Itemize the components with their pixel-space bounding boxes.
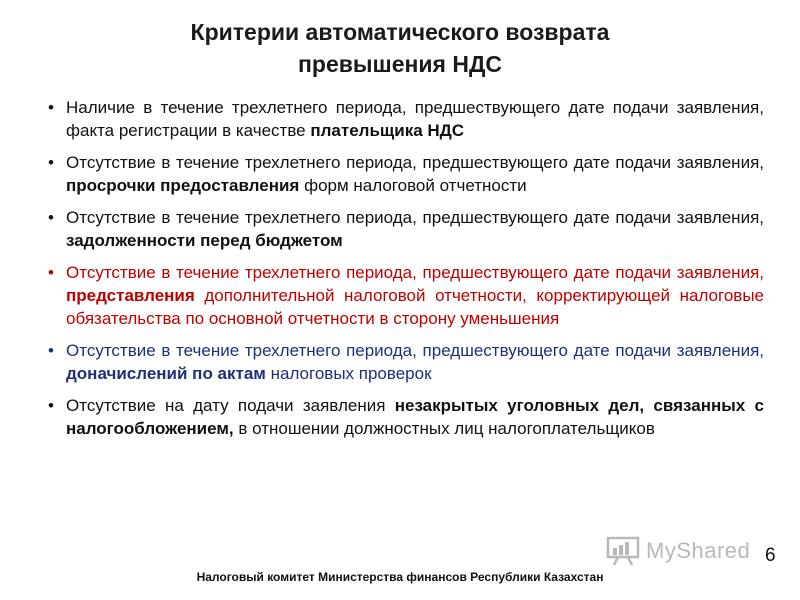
bullet-text: налоговых проверок (265, 364, 432, 383)
bullet-text: Отсутствие в течение трехлетнего периода, предшествующего дате подачи заявления, (66, 208, 764, 227)
criteria-bullet (48, 96, 764, 142)
bullet-text: дополнительной налоговой отчетности, корректирующей налоговые обязательства по основной отчетности в сторону уменьшения (66, 286, 764, 328)
bullet-text: Наличие в течение трехлетнего периода, предшествующего дате подачи заявления, факта регистрации в качестве (66, 98, 764, 140)
bullet-emphasis: задолженности перед бюджетом (66, 231, 343, 250)
bullet-emphasis: представления (66, 286, 195, 305)
criteria-bullet (48, 339, 764, 385)
bullet-text: Отсутствие в течение трехлетнего периода, предшествующего дате подачи заявления, (66, 341, 764, 360)
bullet-emphasis: просрочки предоставления (66, 176, 300, 195)
page-number: 6 (765, 545, 776, 566)
criteria-bullet (48, 206, 764, 252)
bullet-text: форм налоговой отчетности (299, 176, 527, 195)
title-line-1: Критерии автоматического возврата (190, 19, 610, 45)
watermark-text: MyShared (646, 538, 751, 563)
criteria-bullet (48, 151, 764, 197)
bullet-emphasis: доначислений по актам (66, 364, 266, 383)
criteria-list (48, 96, 764, 449)
bullet-text: Отсутствие в течение трехлетнего периода, предшествующего дате подачи заявления, (66, 153, 764, 172)
bullet-text: Отсутствие на дату подачи заявления (66, 396, 395, 415)
slide-title (0, 16, 800, 80)
presentation-board-icon (606, 536, 640, 566)
myshared-watermark (606, 536, 750, 566)
title-line-2: превышения НДС (298, 51, 502, 77)
criteria-bullet (48, 261, 764, 330)
bullet-emphasis: плательщика НДС (310, 121, 465, 140)
bullet-text: в отношении должностных лиц налогоплательщиков (233, 419, 655, 438)
bullet-emphasis: незакрытых уголовных дел, связанных с налогообложением, (66, 396, 764, 438)
footer-organization: Налоговый комитет Министерства финансов Республики Казахстан (196, 570, 604, 584)
bullet-text: Отсутствие в течение трехлетнего периода, предшествующего дате подачи заявления, (66, 263, 764, 282)
criteria-bullet (48, 394, 764, 440)
